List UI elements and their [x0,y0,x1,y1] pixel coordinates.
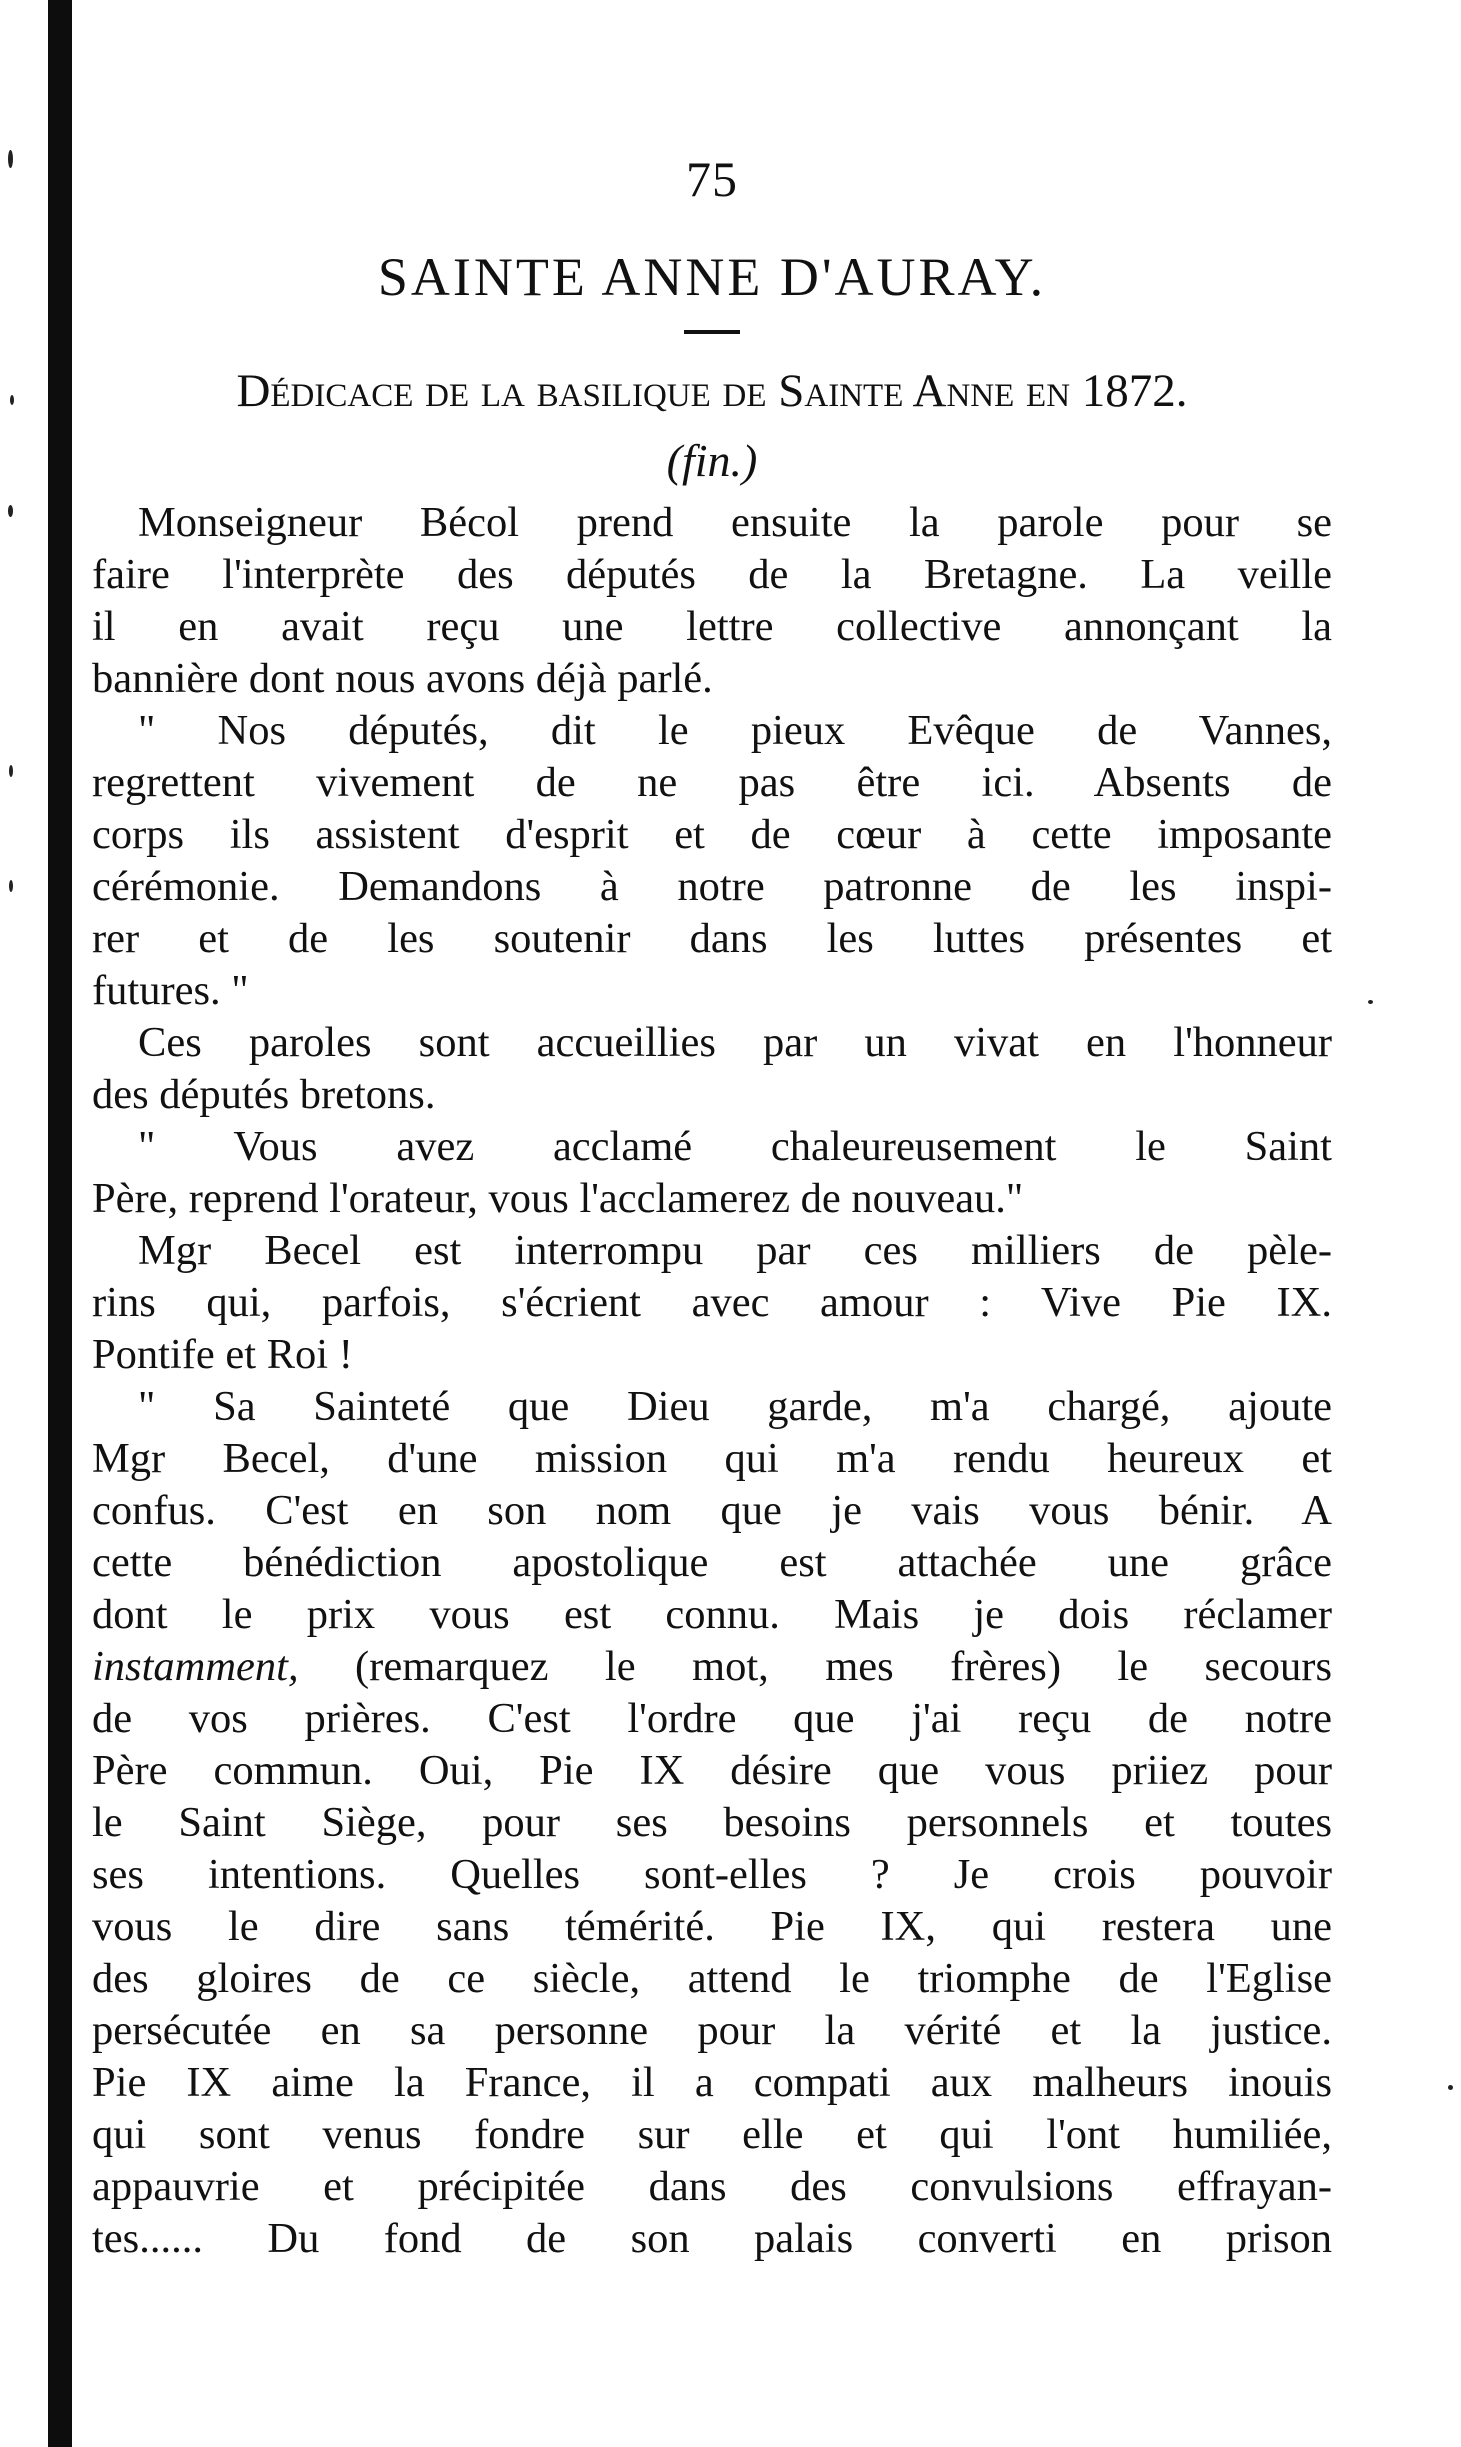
ink-speck [1368,1000,1373,1004]
text-line [92,1017,1332,1069]
text-line [92,1589,1332,1641]
text-line [92,1901,1332,1953]
text-line [92,2161,1332,2213]
line-text: (remarquez le mot, mes frères) le secours [298,1643,1332,1690]
line-text: " Sa Sainteté que Dieu garde, m'a chargé, ajoute [138,1383,1332,1430]
text-line [92,2005,1332,2057]
text-line [92,2109,1332,2161]
ink-speck [8,150,13,168]
line-text: qui sont venus fondre sur elle et qui l'ont humiliée, [92,2111,1332,2158]
text-line [92,757,1332,809]
text-line [92,1953,1332,2005]
text-line [92,1537,1332,1589]
line-text: de vos prières. C'est l'ordre que j'ai reçu de notre [92,1695,1332,1742]
running-title: SAINTE ANNE D'AURAY. [377,247,1047,307]
text-line [92,1121,1332,1173]
book-page [92,150,1332,2265]
text-line [92,601,1332,653]
ink-speck [9,765,13,777]
line-text: Monseigneur Bécol prend ensuite la parole pour se [138,499,1332,546]
line-text: tes...... Du fond de son palais converti en prison [92,2215,1332,2262]
text-line [92,1433,1332,1485]
line-text: cérémonie. Demandons à notre patronne de les inspi- [92,863,1332,910]
line-text: corps ils assistent d'esprit et de cœur à cette imposante [92,811,1332,858]
text-line [92,1225,1332,1277]
line-text: Pontife et Roi ! [92,1331,353,1378]
line-text: des gloires de ce siècle, attend le triomphe de l'Eglise [92,1955,1332,2002]
text-line [92,965,1332,1017]
line-text: rins qui, parfois, s'écrient avec amour : Vive Pie IX. [92,1279,1332,1326]
line-text: Mgr Becel est interrompu par ces milliers de pèle- [138,1227,1332,1274]
text-line [92,913,1332,965]
line-text: Père commun. Oui, Pie IX désire que vous priiez pour [92,1747,1332,1794]
text-line [92,2057,1332,2109]
text-line [92,1069,1332,1121]
text-line [92,1693,1332,1745]
emphasis: instamment, [92,1643,299,1690]
text-line [92,497,1332,549]
line-text: Pie IX aime la France, il a compati aux malheurs inouis [92,2059,1332,2106]
text-line [92,1277,1332,1329]
line-text: rer et de les soutenir dans les luttes présentes et [92,915,1332,962]
text-line [92,1485,1332,1537]
ink-speck [8,505,13,517]
text-line [92,549,1332,601]
text-line [92,861,1332,913]
line-text: regrettent vivement de ne pas être ici. Absents de [92,759,1332,806]
line-text: des députés bretons. [92,1071,436,1118]
text-line [92,1797,1332,1849]
text-line [92,705,1332,757]
body-text [92,497,1332,2265]
line-text: Père, reprend l'orateur, vous l'acclamerez de nouveau." [92,1175,1024,1222]
ink-speck [10,395,14,405]
line-text: " Vous avez acclamé chaleureusement le Saint [138,1123,1332,1170]
subtitle-part: Sainte Anne [778,365,1015,417]
continuation-note: (fin.) [666,435,758,486]
text-line [92,653,1332,705]
ink-speck [9,880,13,892]
line-text: bannière dont nous avons déjà parlé. [92,655,713,702]
text-line [92,2213,1332,2265]
line-text: ses intentions. Quelles sont-elles ? Je crois pouvoir [92,1851,1332,1898]
line-text: faire l'interprète des députés de la Bretagne. La veille [92,551,1332,598]
line-text: il en avait reçu une lettre collective annonçant la [92,603,1332,650]
title-rule [684,330,740,334]
line-text: futures. " [92,967,249,1014]
line-text: persécutée en sa personne pour la vérité et la justice. [92,2007,1332,2054]
line-text: Mgr Becel, d'une mission qui m'a rendu heureux et [92,1435,1332,1482]
line-text: " Nos députés, dit le pieux Evêque de Vannes, [138,707,1332,754]
text-line [92,1849,1332,1901]
subtitle-part: Dédicace [236,365,414,417]
subtitle-part: en 1872. [1026,365,1188,417]
text-line [92,1329,1332,1381]
subtitle-part: de la basilique de [425,365,767,417]
ink-speck [1448,2085,1453,2090]
line-text: Ces paroles sont accueillies par un vivat en l'honneur [138,1019,1332,1066]
page-number: 75 [686,151,738,207]
line-text: cette bénédiction apostolique est attachée une grâce [92,1539,1332,1586]
text-line [92,1745,1332,1797]
text-line [92,1381,1332,1433]
line-text: dont le prix vous est connu. Mais je dois réclamer [92,1591,1332,1638]
text-line [92,1641,1332,1693]
line-text: confus. C'est en son nom que je vais vous bénir. A [92,1487,1332,1534]
binding-edge [48,0,72,2447]
text-line [92,809,1332,861]
line-text: le Saint Siège, pour ses besoins personnels et toutes [92,1799,1332,1846]
section-subtitle [92,364,1332,418]
line-text: appauvrie et précipitée dans des convulsions effrayan- [92,2163,1332,2210]
text-line [92,1173,1332,1225]
line-text: vous le dire sans témérité. Pie IX, qui restera une [92,1903,1332,1950]
